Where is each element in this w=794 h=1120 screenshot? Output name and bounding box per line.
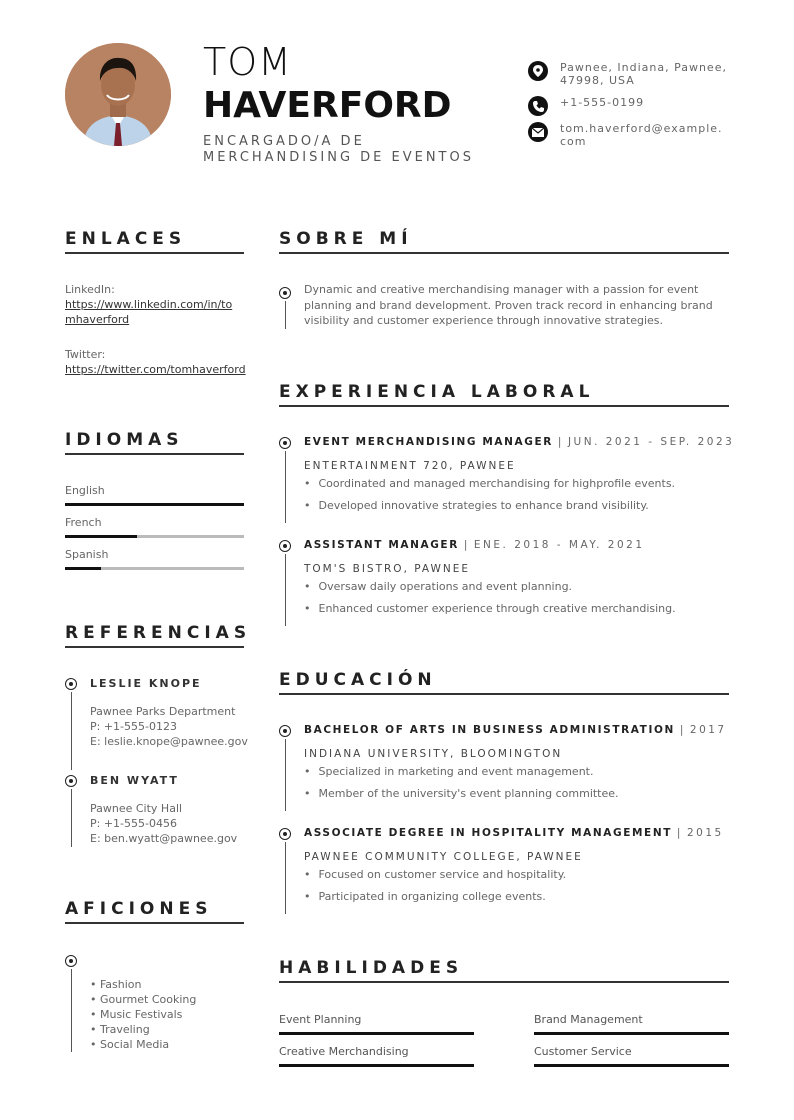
entry-title-text: ASSISTANT MANAGER bbox=[304, 539, 459, 551]
references-heading: REFERENCIAS bbox=[65, 623, 252, 643]
bullet-text: Oversaw daily operations and event planning. bbox=[318, 580, 573, 593]
entry-title-text: EVENT MERCHANDISING MANAGER bbox=[304, 436, 553, 448]
language-level-fill bbox=[65, 567, 101, 570]
email-text[interactable]: tom.haverford@example.com bbox=[560, 122, 723, 148]
entry-organization: TOM'S BISTRO, PAWNEE bbox=[304, 563, 471, 575]
entry-title bbox=[304, 436, 734, 448]
timeline-line bbox=[285, 739, 286, 811]
hobby-item: • Traveling bbox=[90, 1023, 150, 1036]
timeline-line bbox=[285, 301, 286, 329]
skill-label: Creative Merchandising bbox=[279, 1045, 409, 1058]
experience-heading: EXPERIENCIA LABORAL bbox=[279, 382, 595, 402]
bullet-item bbox=[304, 602, 676, 615]
entry-title bbox=[304, 724, 727, 736]
envelope-icon bbox=[528, 122, 548, 142]
hobby-item: • Music Festivals bbox=[90, 1008, 183, 1021]
skill-label: Event Planning bbox=[279, 1013, 362, 1026]
timeline-dot bbox=[65, 955, 77, 967]
about-line: Dynamic and creative merchandising manager with a passion for event bbox=[304, 283, 699, 296]
timeline-dot bbox=[279, 828, 291, 840]
bullet-text: Enhanced customer experience through creative merchandising. bbox=[318, 602, 676, 615]
last-name: HAVERFORD bbox=[203, 85, 452, 126]
separator: | bbox=[552, 436, 568, 448]
bullet-item bbox=[304, 890, 546, 903]
bullet-marker: • bbox=[304, 477, 311, 490]
language-level-fill bbox=[65, 535, 137, 538]
entry-title bbox=[304, 827, 724, 839]
bullet-item bbox=[304, 868, 566, 881]
skill-bar bbox=[534, 1032, 729, 1035]
timeline-dot bbox=[65, 775, 77, 787]
language-level-bar bbox=[65, 503, 244, 506]
reference-org: Pawnee Parks Department bbox=[90, 705, 236, 718]
language-level-fill bbox=[65, 503, 244, 506]
separator: | bbox=[671, 827, 687, 839]
timeline-line bbox=[285, 451, 286, 523]
entry-organization: PAWNEE COMMUNITY COLLEGE, PAWNEE bbox=[304, 851, 583, 863]
divider bbox=[65, 922, 244, 924]
address-text: Pawnee, Indiana, Pawnee, 47998, USA bbox=[560, 61, 727, 87]
language-name: Spanish bbox=[65, 548, 109, 561]
entry-title-text: ASSOCIATE DEGREE IN HOSPITALITY MANAGEMENT bbox=[304, 827, 672, 839]
bullet-marker: • bbox=[304, 868, 311, 881]
skill-bar bbox=[279, 1064, 474, 1067]
language-level-bar bbox=[65, 567, 244, 570]
bullet-text: Member of the university's event planning committee. bbox=[318, 787, 619, 800]
timeline-dot bbox=[279, 287, 291, 299]
entry-organization: ENTERTAINMENT 720, PAWNEE bbox=[304, 460, 516, 472]
profile-photo bbox=[65, 43, 171, 146]
timeline-dot bbox=[279, 540, 291, 552]
phone-text[interactable]: +1-555-0199 bbox=[560, 96, 645, 109]
hobby-item: • Gourmet Cooking bbox=[90, 993, 197, 1006]
bullet-text: Specialized in marketing and event management. bbox=[318, 765, 594, 778]
divider bbox=[65, 252, 244, 254]
link-linkedin bbox=[65, 282, 245, 327]
entry-dates: 2015 bbox=[687, 827, 724, 839]
language-name: English bbox=[65, 484, 105, 497]
contact-email bbox=[528, 122, 728, 148]
divider bbox=[279, 405, 729, 407]
contact-phone bbox=[528, 96, 728, 116]
skill-bar bbox=[279, 1032, 474, 1035]
phone-icon bbox=[528, 96, 548, 116]
bullet-marker: • bbox=[304, 499, 311, 512]
timeline-dot bbox=[65, 678, 77, 690]
link-label: LinkedIn: bbox=[65, 283, 115, 296]
education-heading: EDUCACIÓN bbox=[279, 670, 437, 690]
separator: | bbox=[674, 724, 690, 736]
links-heading: ENLACES bbox=[65, 229, 187, 249]
language-name: French bbox=[65, 516, 102, 529]
timeline-line bbox=[71, 692, 72, 770]
job-role-line: ENCARGADO/A DE bbox=[203, 134, 365, 149]
timeline-line bbox=[285, 842, 286, 914]
reference-phone: P: +1-555-0123 bbox=[90, 720, 177, 733]
location-pin-icon bbox=[528, 61, 548, 81]
entry-dates: JUN. 2021 - SEP. 2023 bbox=[567, 436, 735, 448]
timeline-line bbox=[71, 969, 72, 1052]
divider bbox=[65, 646, 244, 648]
reference-name: BEN WYATT bbox=[90, 774, 179, 787]
reference-details bbox=[90, 704, 250, 749]
skill-label: Customer Service bbox=[534, 1045, 632, 1058]
bullet-marker: • bbox=[304, 765, 311, 778]
first-name: TOM bbox=[203, 40, 292, 84]
separator: | bbox=[458, 539, 474, 551]
about-line: visibility and customer experience through innovative strategies. bbox=[304, 314, 664, 327]
reference-email: E: ben.wyatt@pawnee.gov bbox=[90, 832, 238, 845]
timeline-dot bbox=[279, 437, 291, 449]
bullet-item bbox=[304, 499, 649, 512]
divider bbox=[279, 981, 729, 983]
twitter-url[interactable]: https://twitter.com/tomhaverford bbox=[65, 363, 246, 376]
bullet-text: Focused on customer service and hospitality. bbox=[318, 868, 567, 881]
hobby-item: • Fashion bbox=[90, 978, 142, 991]
link-label: Twitter: bbox=[65, 348, 106, 361]
timeline-dot bbox=[279, 725, 291, 737]
bullet-item bbox=[304, 765, 593, 778]
entry-dates: 2017 bbox=[689, 724, 727, 736]
skill-label: Brand Management bbox=[534, 1013, 643, 1026]
divider bbox=[65, 453, 244, 455]
reference-details bbox=[90, 801, 250, 846]
bullet-text: Developed innovative strategies to enhance brand visibility. bbox=[318, 499, 649, 512]
bullet-marker: • bbox=[304, 602, 311, 615]
bullet-item bbox=[304, 477, 675, 490]
entry-title bbox=[304, 539, 645, 551]
about-line: planning and brand development. Proven track record in enhancing brand bbox=[304, 298, 713, 312]
about-heading: SOBRE MÍ bbox=[279, 229, 413, 249]
reference-email: E: leslie.knope@pawnee.gov bbox=[90, 735, 248, 748]
job-role-line: MERCHANDISING DE EVENTOS bbox=[203, 150, 474, 165]
reference-org: Pawnee City Hall bbox=[90, 802, 183, 815]
job-role bbox=[203, 134, 503, 166]
divider bbox=[279, 252, 729, 254]
bullet-item bbox=[304, 787, 619, 800]
link-twitter bbox=[65, 347, 250, 377]
contact-address bbox=[528, 61, 728, 87]
skills-heading: HABILIDADES bbox=[279, 958, 464, 978]
hobby-item: • Social Media bbox=[90, 1038, 170, 1051]
language-level-bar bbox=[65, 535, 244, 538]
entry-organization: INDIANA UNIVERSITY, BLOOMINGTON bbox=[304, 748, 563, 760]
skill-bar bbox=[534, 1064, 729, 1067]
bullet-text: Coordinated and managed merchandising for highprofile events. bbox=[318, 477, 676, 490]
entry-dates: ENE. 2018 - MAY. 2021 bbox=[473, 539, 645, 551]
linkedin-url[interactable]: mhaverford bbox=[65, 313, 130, 326]
bullet-marker: • bbox=[304, 890, 311, 903]
reference-name: LESLIE KNOPE bbox=[90, 677, 202, 690]
entry-title-text: BACHELOR OF ARTS IN BUSINESS ADMINISTRATION bbox=[304, 724, 675, 736]
timeline-line bbox=[71, 789, 72, 847]
bullet-marker: • bbox=[304, 580, 311, 593]
bullet-item bbox=[304, 580, 572, 593]
bullet-text: Participated in organizing college events. bbox=[318, 890, 546, 903]
reference-phone: P: +1-555-0456 bbox=[90, 817, 177, 830]
divider bbox=[279, 693, 729, 695]
timeline-line bbox=[285, 554, 286, 626]
hobbies-heading: AFICIONES bbox=[65, 899, 213, 919]
hobbies-list bbox=[90, 977, 250, 1052]
bullet-marker: • bbox=[304, 787, 311, 800]
about-text bbox=[304, 282, 729, 329]
linkedin-url[interactable]: https://www.linkedin.com/in/to bbox=[65, 298, 233, 311]
languages-heading: IDIOMAS bbox=[65, 430, 184, 450]
